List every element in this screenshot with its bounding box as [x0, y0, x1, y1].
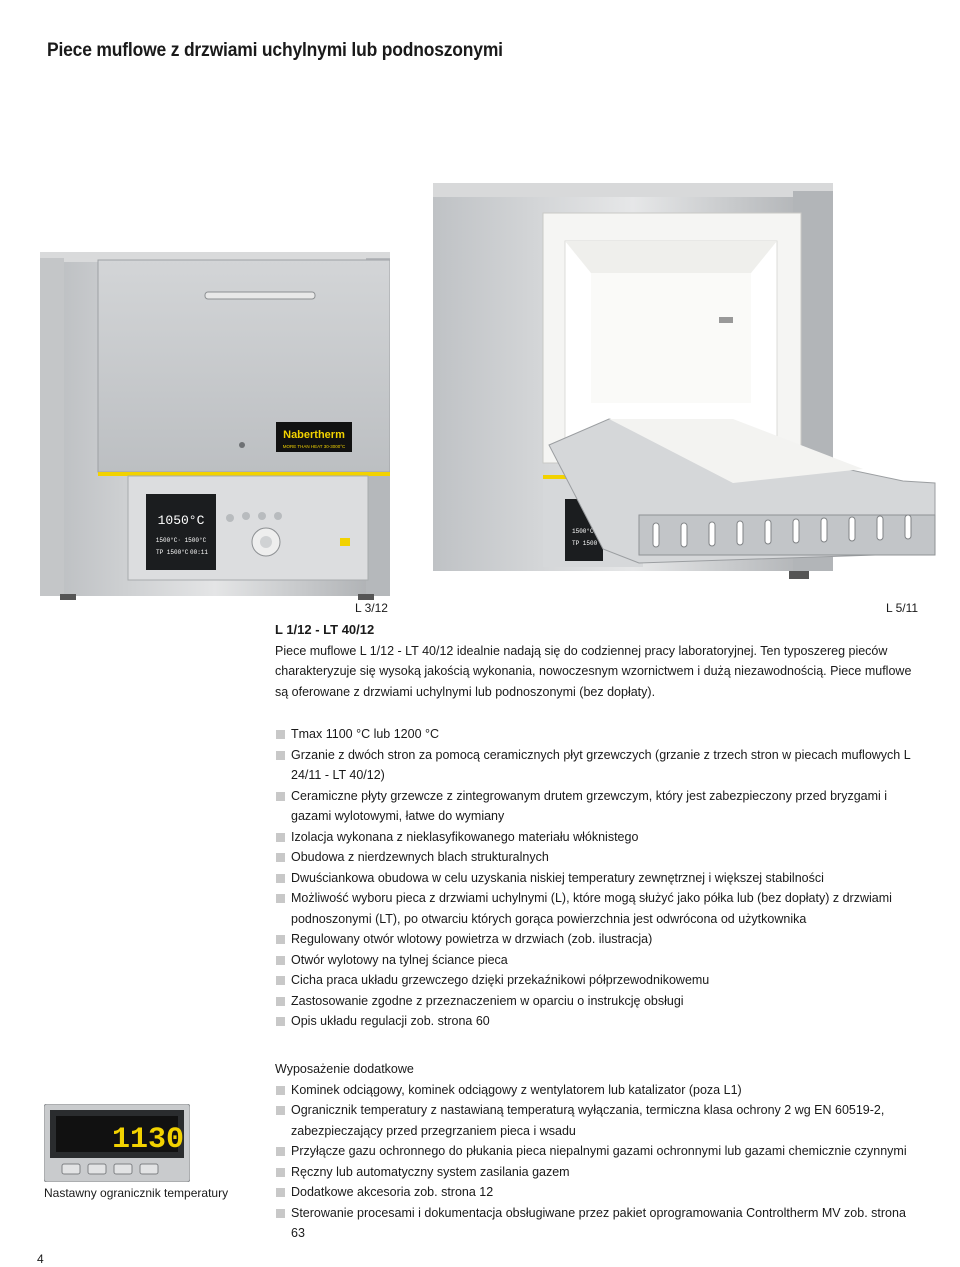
brand-name: Nabertherm [283, 429, 345, 441]
feature-item: Cicha praca układu grzewczego dzięki przekaźnikowi półprzewodnikowemu [275, 970, 915, 991]
furnace-l312-caption: L 3/12 [355, 601, 388, 615]
svg-text:00:11: 00:11 [190, 549, 209, 556]
feature-item: Możliwość wyboru pieca z drzwiami uchylnymi (L), które mogą służyć jako półka lub (bez dopłaty) z drzwiami podnoszonymi (LT), po otwarciu których gorąca powierzchnia jest odwrócona od użytkownika [275, 888, 915, 929]
furnace-l312-image [40, 250, 390, 610]
door-handle [205, 292, 315, 299]
feature-item: Zastosowanie zgodne z przeznaczeniem w oparciu o instrukcję obsługi [275, 991, 915, 1012]
feature-item: Opis układu regulacji zob. strona 60 [275, 1011, 915, 1032]
svg-text:TP 1500: TP 1500 [572, 540, 598, 547]
feature-item: Tmax 1100 °C lub 1200 °C [275, 724, 915, 745]
feature-item: Dwuściankowa obudowa w celu uzyskania niskiej temperatury zewnętrznej i większej stabilności [275, 868, 915, 889]
feature-item: Ceramiczne płyty grzewcze z zintegrowanym drutem grzewczym, który jest zabezpieczony przed bryzgami i gazami wylotowymi, łatwe do wymiany [275, 786, 915, 827]
svg-text:1050°C: 1050°C [157, 513, 205, 528]
accessory-item: Przyłącze gazu ochronnego do płukania pieca niepalnymi gazami ochronnymi lub gazami chemicznie czynnymi [275, 1141, 915, 1162]
feature-item: Regulowany otwór wlotowy powietrza w drzwiach (zob. ilustracja) [275, 929, 915, 950]
feature-item: Grzanie z dwóch stron za pomocą ceramicznych płyt grzewczych (grzanie z trzech stron w piecach muflowych L 24/11 - LT 40/12) [275, 745, 915, 786]
accessory-item: Dodatkowe akcesoria zob. strona 12 [275, 1182, 915, 1203]
intro-text: Piece muflowe L 1/12 - LT 40/12 idealnie nadają się do codziennej pracy laboratoryjnej. Ten typoszereg pieców charakteryzuje się wysoką jakością wykonania, nowoczesnym wzornictwem i dużą niezawodnością. Piece muflowe są oferowane z drzwiami uchylnymi lub podnoszonymi (bez dopłaty). [275, 643, 912, 699]
brand-tagline: MORE THAN HEAT 30-3000°C [282, 444, 346, 449]
limiter-display: 1130 [111, 1123, 185, 1157]
feature-item: Otwór wylotowy na tylnej ściance pieca [275, 950, 915, 971]
intro-heading: L 1/12 - LT 40/12 [275, 622, 375, 637]
temperature-limiter-image [44, 1104, 190, 1182]
limiter-caption: Nastawny ogranicznik temperatury [44, 1186, 229, 1200]
accessory-item: Ogranicznik temperatury z nastawianą temperaturą wyłączania, termiczna klasa ochrony 2 wg EN 60519-2, zabezpieczający przed przegrzaniem pieca i wsadu [275, 1100, 915, 1141]
svg-text:1500°C· 1500°C: 1500°C· 1500°C [155, 537, 207, 544]
svg-text:TP 1500°C: TP 1500°C [156, 549, 189, 556]
feature-item: Obudowa z nierdzewnych blach strukturalnych [275, 847, 915, 868]
accessories-list [275, 1080, 915, 1244]
left-display [146, 494, 216, 570]
page-title: Piece muflowe z drzwiami uchylnymi lub podnoszonymi [47, 40, 503, 61]
furnace-l511-caption: L 5/11 [886, 601, 919, 615]
svg-text:1500°C: 1500°C [572, 528, 594, 535]
intro-section [275, 620, 915, 702]
feature-item: Izolacja wykonana z nieklasyfikowanego materiału włóknistego [275, 827, 915, 848]
accessory-item: Kominek odciągowy, kominek odciągowy z wentylatorem lub katalizator (poza L1) [275, 1080, 915, 1101]
accessories-heading: Wyposażenie dodatkowe [275, 1062, 414, 1076]
features-section [275, 724, 915, 1032]
furnace-l511-image [433, 183, 943, 583]
accessory-item: Ręczny lub automatyczny system zasilania gazem [275, 1162, 915, 1183]
yellow-stripe [98, 472, 390, 476]
accessory-item: Sterowanie procesami i dokumentacja obsługiwane przez pakiet oprogramowania Controltherm MV zob. strona 63 [275, 1203, 915, 1244]
page-number: 4 [37, 1252, 44, 1266]
accessories-section [275, 1059, 915, 1244]
features-list [275, 724, 915, 1032]
